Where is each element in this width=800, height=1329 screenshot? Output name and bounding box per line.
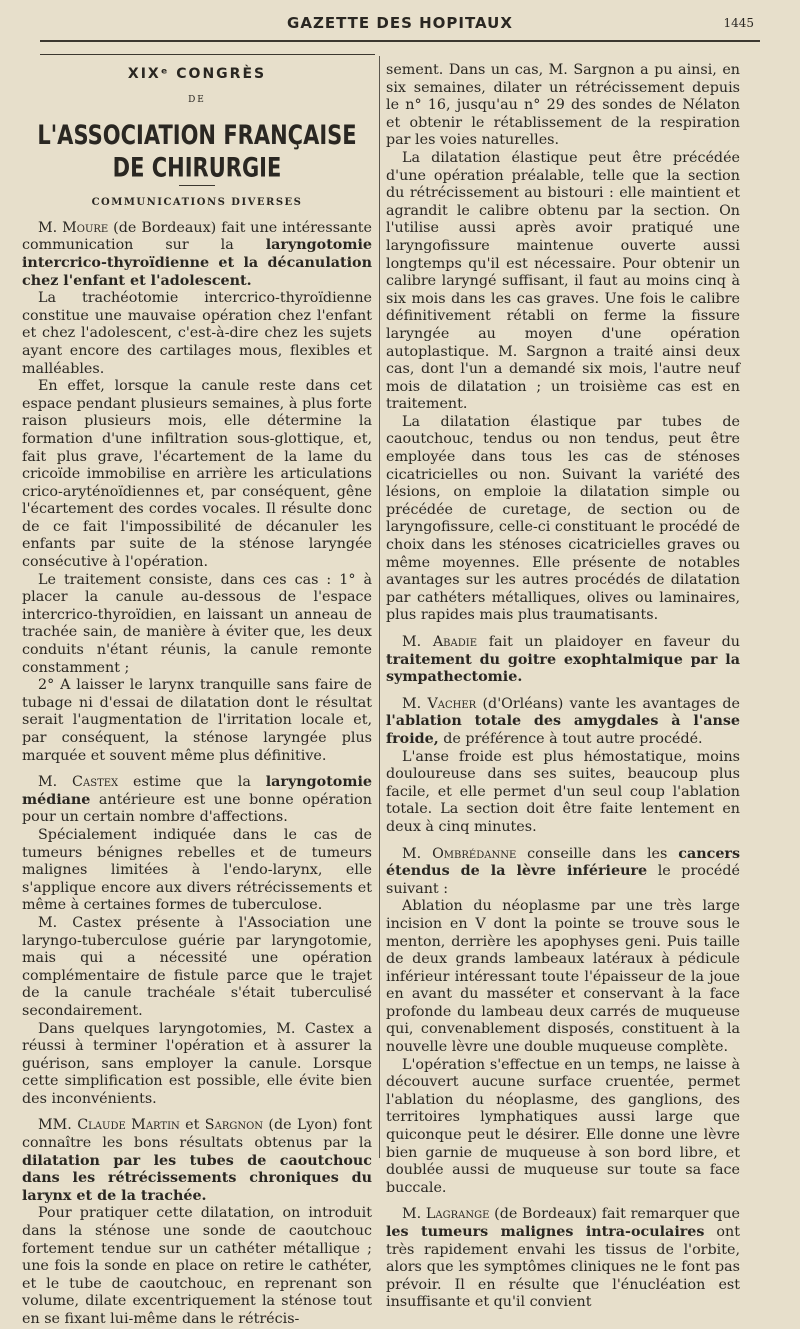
author-name: Sargnon xyxy=(204,1117,264,1134)
paragraph-text: le procédé suivant : xyxy=(386,863,740,897)
left-paragraphs xyxy=(22,220,372,1329)
paragraph: Dans quelques laryngotomies, M. Castex a réussi à terminer l'opération et à assurer la guérison, sans employer la canule. Lorsque cette simplification est possible, elle évite bien des inconvénients. xyxy=(22,1020,372,1107)
column-top-rule xyxy=(40,54,375,55)
paragraph xyxy=(22,220,372,290)
paragraph: sement. Dans un cas, M. Sargnon a pu ainsi, en six semaines, dilater un rétrécissement depuis le n° 16, jusqu'au n° 29 des sondes de Nélaton et obtenir le rétablissement de la respiration par les voies naturelles. xyxy=(386,62,740,149)
column-divider xyxy=(379,56,380,1158)
header-rule xyxy=(40,40,760,42)
page-number: 1445 xyxy=(723,16,754,30)
topic-bold: laryngotomie intercrico-thyroïdienne et la décanulation chez l'enfant et l'adolescent. xyxy=(22,237,372,289)
masthead xyxy=(0,10,800,34)
association-heading: L'ASSOCIATION FRANÇAISE DE CHIRURGIE xyxy=(37,120,357,183)
paragraph: M. Castex présente à l'Association une laryngo-tuberculose guérie par laryngotomie, mais qui a nécessité une opération complémentaire de fistule parce que le trajet de la canule trachéale s'était tuberculisé secondairement. xyxy=(22,914,372,1019)
paragraph-text: (de Bordeaux) fait une intéressante communication sur la xyxy=(22,219,373,254)
paragraph-text: fait un plaidoyer en faveur du xyxy=(477,634,740,650)
author-name: M. Vacher xyxy=(402,695,477,712)
paragraph: Spécialement indiquée dans le cas de tumeurs bénignes rebelles et de tumeurs malignes limitées à l'endo-larynx, elle s'applique encore aux divers rétrécissements et même à certaines formes de tuberculose. xyxy=(22,826,372,914)
paragraph xyxy=(386,1206,740,1312)
right-column xyxy=(386,62,740,1311)
right-paragraphs xyxy=(386,62,740,1312)
journal-title: GAZETTE DES HOPITAUX xyxy=(287,14,513,32)
topic-bold: l'ablation totale des amygdales à l'anse froide, xyxy=(386,713,740,747)
paragraph: La trachéotomie intercrico-thyroïdienne constitue une mauvaise opération chez l'enfant et chez l'adolescent, c'est-à-dire chez les sujets ayant encore des cartilages mous, flexibles et malléables. xyxy=(22,290,372,377)
paragraph-text: ont très rapidement envahi les tissus de l'orbite, alors que les symptômes cliniques ne le font pas prévoir. Il en résulte que l'énucléation est insuffisante et qu'il convient xyxy=(386,1224,740,1311)
paragraph-text: antérieure est une bonne opération pour un certain nombre d'affections. xyxy=(22,791,372,826)
section-heading: COMMUNICATIONS DIVERSES xyxy=(91,197,303,209)
paragraph: Le traitement consiste, dans ces cas : 1° à placer la canule au-dessous de l'espace intercrico-thyroïdien, en laissant un anneau de trachée sain, de manière à éviter que, les deux conduits n'étant réunis, la canule remonte constamment ; xyxy=(22,571,372,676)
congress-heading: XIXᵉ CONGRÈS xyxy=(127,66,267,82)
topic-bold: dilatation par les tubes de caoutchouc dans les rétrécissements chroniques du larynx et de la trachée. xyxy=(22,1152,372,1204)
topic-bold: laryngotomie médiane xyxy=(22,774,372,808)
paragraph-text: (d'Orléans) vante les avantages de xyxy=(476,695,740,712)
paragraph: L'anse froide est plus hémostatique, moins douloureuse dans ses suites, beaucoup plus facile, et elle permet d'un seul coup l'ablation totale. La section doit être faite lentement en deux à cinq minutes. xyxy=(386,748,740,835)
topic-bold: cancers étendus de la lèvre inférieure xyxy=(386,845,740,880)
paragraph: 2° A laisser le larynx tranquille sans faire de tubage ni d'essai de dilatation dont le résultat serait l'augmentation de l'irritation locale et, par conséquent, la sténose laryngée plus marquée et souvent même plus définitive. xyxy=(22,677,372,764)
paragraph: La dilatation élastique par tubes de caoutchouc, tendus ou non tendus, peut être employée dans tous les cas de sténoses cicatricielles ou non. Suivant la variété des lésions, on emploie la dilatation simple ou précédée de curetage, de section ou de laryngofissure, celle-ci constituant le procédé de choix dans les sténoses cicatricielles graves ou même moyennes. Elle présente de notables avantages sur les autres procédés de dilatation par cathéters métalliques, olives ou laminaires, plus rapides mais plus traumatisants. xyxy=(386,413,740,624)
author-name: M. Castex xyxy=(38,774,119,791)
paragraph-text: (de Lyon) font connaître les bons résultats obtenus par la xyxy=(22,1117,373,1152)
paragraph-text: et xyxy=(179,1117,205,1134)
author-name: MM. Claude Martin xyxy=(38,1117,180,1134)
paragraph-text: de préférence à tout autre procédé. xyxy=(438,730,703,747)
paragraph-text: estime que la xyxy=(118,774,266,791)
paragraph xyxy=(386,696,740,749)
paragraph: La dilatation élastique peut être précédée d'une opération préalable, telle que la section du rétrécissement au bistouri : elle maintient et agrandit le calibre obtenu par la section. On l'utilise aussi après avoir pratiqué une laryngofissure maintenue ouverte aussi longtemps qu'il est nécessaire. Pour obtenir un calibre laryngé suffisant, il faut au moins cinq à six mois dans les cas graves. Une fois le calibre définitivement rétabli on ferme la fissure laryngée au moyen d'une opération autoplastique. M. Sargnon a traité ainsi deux cas, dont l'un a demandé six mois, l'autre neuf mois de dilatation ; un troisième cas est en traitement. xyxy=(386,149,740,413)
author-name: M. Lagrange xyxy=(402,1206,490,1223)
paragraph xyxy=(386,634,740,687)
paragraph xyxy=(22,774,372,827)
paragraph: Ablation du néoplasme par une très large incision en V dont la pointe se trouve sous le menton, derrière les apophyses geni. Puis taille de deux grands lambeaux latéraux à pédicule inférieur intéressant toute l'épaisseur de la joue en avant du masséter et conservant à la face profonde du lambeau deux carrés de muqueuse qui, convenablement disposés, constituent à la nouvelle lèvre une double muqueuse complète. xyxy=(386,898,740,1056)
topic-bold: les tumeurs malignes intra-oculaires xyxy=(386,1224,705,1240)
left-column xyxy=(22,62,373,1327)
author-name: M. Moure xyxy=(38,219,109,236)
paragraph: Pour pratiquer cette dilatation, on introduit dans la sténose une sonde de caoutchouc fortement tendue sur un cathéter métallique ; une fois la sonde en place on retire le cathéter, et le tube de caoutchouc, en reprenant son volume, dilate excentriquement la sténose tout en se fixant lui-même dans le rétrécis- xyxy=(22,1205,372,1327)
paragraph: L'opération s'effectue en un temps, ne laisse à découvert aucune surface cruentée, permet l'ablation du néoplasme, des ganglions, des territoires lymphatiques aussi large que quiconque peut le désirer. Elle donne une lèvre bien garnie de muqueuse à son bord libre, et doublée aussi de muqueuse sur toute sa face buccale. xyxy=(386,1056,740,1196)
topic-bold: traitement du goitre exophtalmique par la sympathectomie. xyxy=(386,651,740,686)
paragraph-text: conseille dans les xyxy=(516,845,679,862)
paragraph: En effet, lorsque la canule reste dans cet espace pendant plusieurs semaines, à plus forte raison plusieurs mois, elle détermine la formation d'une infiltration sous-glottique, et, fait plus grave, l'écartement de la lame du cricoïde immobilise en arrière les articulations crico-aryténoïdiennes et, par conséquent, gêne l'écartement des cordes vocales. Il résulte donc de ce fait l'impossibilité de décanuler les enfants par suite de la sténose laryngée consécutive à l'opération. xyxy=(22,378,372,571)
paragraph xyxy=(22,1117,372,1205)
author-name: M. Ombrédanne xyxy=(402,845,517,862)
heading-de: DE xyxy=(188,94,206,105)
paragraph xyxy=(386,846,740,899)
paragraph-text: (de Bordeaux) fait remarquer que xyxy=(489,1206,740,1223)
author-name: M. Abadie xyxy=(402,634,478,650)
